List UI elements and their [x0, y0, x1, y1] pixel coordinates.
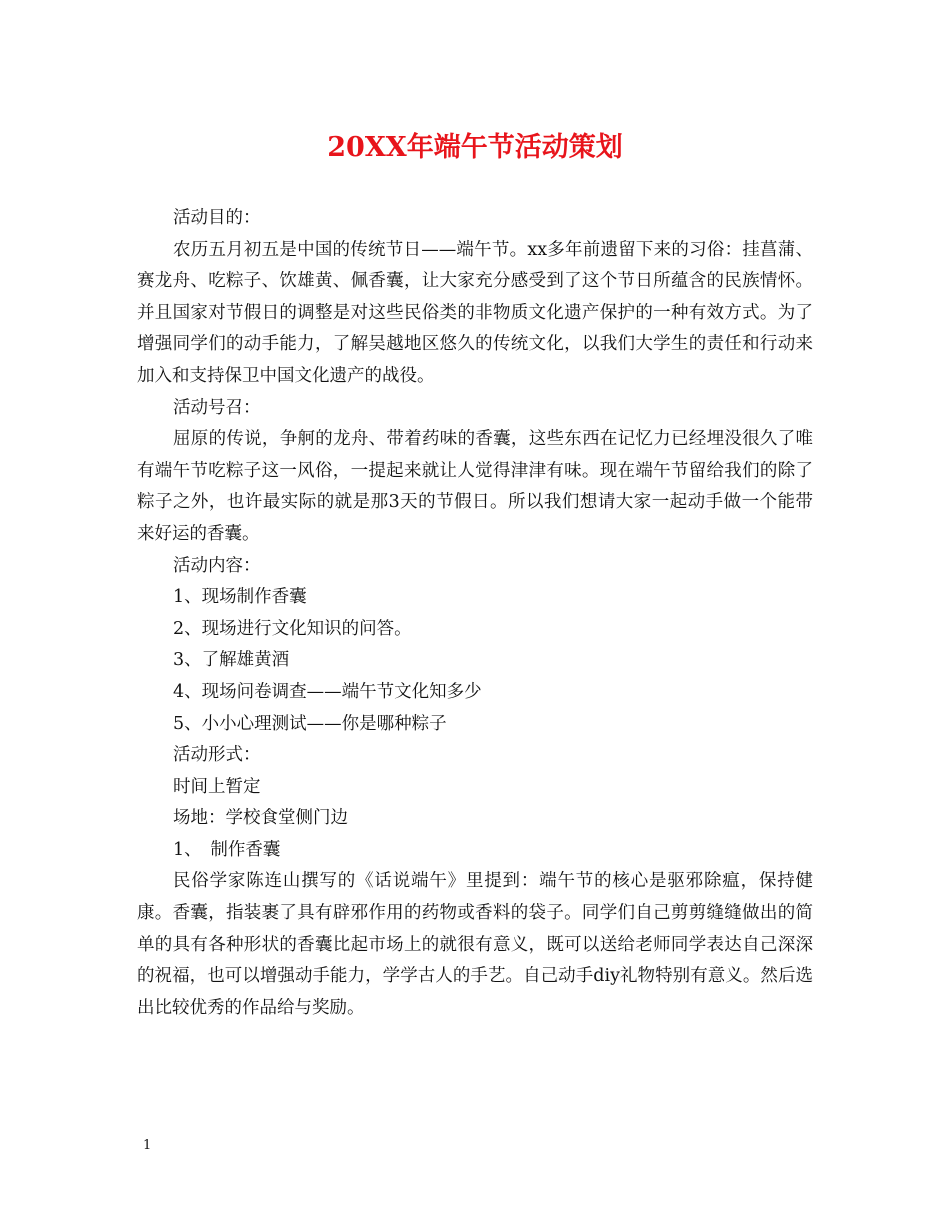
- page-number: 1: [143, 1138, 152, 1153]
- heading-format: 活动形式：: [173, 745, 261, 766]
- list-item: 4、现场问卷调查——端午节文化知多少: [173, 681, 482, 702]
- heading-call: 活动号召：: [173, 397, 261, 418]
- document-title: 20XX年端午节活动策划: [327, 132, 623, 163]
- heading-purpose: 活动目的：: [173, 208, 261, 228]
- paragraph-purpose: 农历五月初五是中国的传统节日——端午节。xx多年前遗留下来的习俗：挂菖蒲、赛龙舟、吃粽子、饮雄黄、佩香囊，让大家充分感受到了这个节日所蕴含的民族情怀。并且国家对节假日的调整是对这些民俗类的非物质文化遗产保护的一种有效方式。为了增强同学们的动手能力，了解吴越地区悠久的传统文化，以我们大学生的责任和行动来加入和支持保卫中国文化遗产的战役。: [137, 239, 813, 386]
- heading-content: 活动内容：: [173, 555, 261, 576]
- paragraph-venue: 场地：学校食堂侧门边: [173, 808, 348, 829]
- document-body: [137, 203, 813, 1024]
- list-item: 3、了解雄黄酒: [173, 650, 290, 671]
- paragraph-time: 时间上暂定: [173, 776, 261, 797]
- list-item: 1、现场制作香囊: [173, 587, 307, 608]
- paragraph-call: 屈原的传说，争舸的龙舟、带着药味的香囊，这些东西在记忆力已经埋没很久了唯有端午节吃粽子这一风俗，一提起来就让人觉得津津有味。现在端午节留给我们的除了粽子之外，也许最实际的就是那3天的节假日。所以我们想请大家一起动手做一个能带来好运的香囊。: [137, 429, 813, 544]
- list-item: 2、现场进行文化知识的问答。: [173, 618, 412, 639]
- list-item: 5、小小心理测试——你是哪种粽子: [173, 713, 447, 734]
- subheading-sachet: 1、 制作香囊: [173, 839, 281, 860]
- paragraph-sachet: 民俗学家陈连山撰写的《话说端午》里提到：端午节的核心是驱邪除瘟，保持健康。香囊，指装裹了具有辟邪作用的药物或香料的袋子。同学们自己剪剪缝缝做出的简单的具有各种形状的香囊比起市场上的就很有意义，既可以送给老师同学表达自己深深的祝福，也可以增强动手能力，学学古人的手艺。自己动手diy礼物特别有意义。然后选出比较优秀的作品给与奖励。: [137, 871, 813, 1018]
